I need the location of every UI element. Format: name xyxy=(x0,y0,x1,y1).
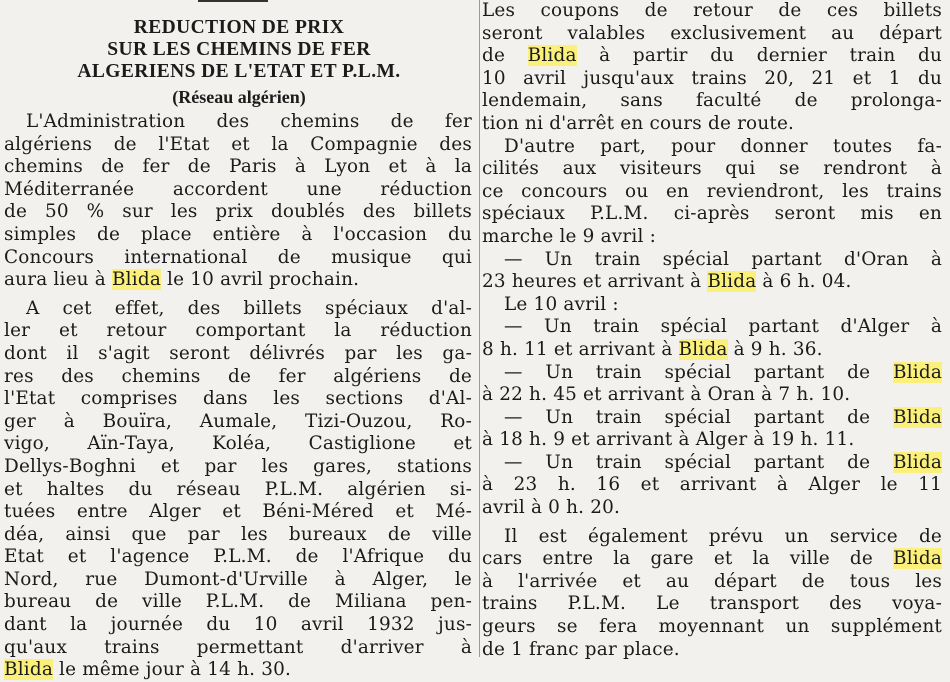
text-line xyxy=(482,548,948,571)
highlighted-keyword: Blida xyxy=(678,338,728,360)
column-divider xyxy=(479,0,480,657)
text-segment: aura lieu à xyxy=(4,269,112,291)
text-line: dant la journée du 10 avril 1932 jus- xyxy=(4,614,472,636)
text-line: algériens de l'Etat et la Compagnie des xyxy=(4,133,472,155)
text-line: avril à 0 h. 20. xyxy=(482,497,621,519)
schedule-entry xyxy=(482,249,948,294)
text-line: bureau de ville P.L.M. de Miliana pen- xyxy=(4,591,472,613)
text-segment: de xyxy=(482,45,528,67)
text-segment: — Un train spécial partant de xyxy=(504,361,893,383)
text-segment: — Un train spécial partant de xyxy=(504,406,893,428)
text-segment: le même jour à 14 h. 30. xyxy=(53,659,292,681)
text-line xyxy=(482,362,948,385)
text-line: Etat et l'agence P.L.M. de l'Afrique du xyxy=(4,546,472,568)
text-line: Le 10 avril : xyxy=(504,293,619,315)
left-paragraph-1 xyxy=(0,111,478,292)
text-line xyxy=(482,339,948,362)
text-line: Il est également prévu un service de xyxy=(504,525,942,547)
text-line: vigo, Aïn-Taya, Koléa, Castiglione et xyxy=(4,433,472,455)
schedule-entry xyxy=(482,294,948,317)
highlighted-keyword: Blida xyxy=(111,269,161,291)
text-line: cilités aux visiteurs qui se rendront à xyxy=(482,158,942,180)
highlighted-keyword: Blida xyxy=(527,45,577,67)
text-line: seront valables exclusivement au départ xyxy=(482,22,942,44)
text-line: — Un train spécial partant d'Oran à xyxy=(504,248,942,270)
text-line: tuées entre Alger et Béni-Méred et Mé- xyxy=(4,501,472,523)
subheadline: (Réseau algérien) xyxy=(172,87,306,107)
text-line: de 50 % sur les prix doublés des billets xyxy=(4,201,472,223)
text-line xyxy=(482,452,948,475)
text-line: Nord, rue Dumont-d'Urville à Alger, le xyxy=(4,568,472,590)
text-line: à l'arrivée et au départ de tous les xyxy=(482,570,942,592)
highlighted-keyword: Blida xyxy=(707,271,757,293)
text-segment: — Un train spécial partant de xyxy=(504,451,893,473)
text-line: Méditerranée accordent une réduction xyxy=(4,178,472,200)
text-line: L'Administration des chemins de fer xyxy=(26,111,472,132)
text-line: simples de place entière à l'occasion du xyxy=(4,223,472,245)
text-line: 10 avril jusqu'aux trains 20, 21 et 1 du xyxy=(482,67,942,89)
text-line xyxy=(482,45,948,68)
left-paragraph-2 xyxy=(0,298,478,682)
text-line: res des chemins de fer algériens de xyxy=(4,365,472,387)
headline-line: ALGERIENS DE L'ETAT ET P.L.M. xyxy=(77,61,401,82)
right-paragraph-3 xyxy=(482,526,948,662)
text-line: ler et retour comportant la réduction xyxy=(4,320,472,342)
text-line: ger à Bouïra, Aumale, Tizi-Ouzou, Ro- xyxy=(4,410,472,432)
text-line xyxy=(0,269,478,292)
headline-line: SUR LES CHEMINS DE FER xyxy=(107,39,371,60)
highlighted-keyword: Blida xyxy=(892,451,942,473)
text-line xyxy=(482,407,948,430)
text-line: — Un train spécial partant d'Alger à xyxy=(504,316,942,338)
text-segment: le 10 avril prochain. xyxy=(160,269,360,291)
text-line: lendemain, sans faculté de prolonga- xyxy=(482,90,942,112)
highlighted-keyword: Blida xyxy=(4,659,54,681)
text-line: dont il s'agit seront délivrés par les ga- xyxy=(4,342,472,364)
text-line: geurs se fera moyennant un supplément xyxy=(482,616,942,638)
schedule-entry xyxy=(482,316,948,361)
schedule-entry xyxy=(482,407,948,452)
right-paragraph-2 xyxy=(482,136,948,249)
text-line xyxy=(482,271,948,294)
text-line: chemins de fer de Paris à Lyon et à la xyxy=(4,156,472,178)
text-segment: à 6 h. 04. xyxy=(756,271,852,293)
highlighted-keyword: Blida xyxy=(892,361,942,383)
text-line: et haltes du réseau P.L.M. algérien si- xyxy=(4,478,472,500)
text-line: Dellys-Boghni et par les gares, stations xyxy=(4,455,472,477)
text-line: ce concours ou en reviendront, les trains xyxy=(482,180,942,202)
text-segment: à partir du dernier train du xyxy=(576,45,942,67)
text-line: Les coupons de retour de ces billets xyxy=(482,0,942,21)
schedule-entry xyxy=(482,452,948,520)
text-line: déa, ainsi que par les bureaux de ville xyxy=(4,523,472,545)
text-line: trains P.L.M. Le transport des voya- xyxy=(482,593,942,615)
text-line: l'Etat comprises dans les sections d'Al- xyxy=(4,388,472,410)
text-line: à 23 h. 16 et arrivant à Alger le 11 xyxy=(482,474,942,496)
text-segment: 23 heures et arrivant à xyxy=(482,271,708,293)
headline-line: REDUCTION DE PRIX xyxy=(133,17,345,38)
text-line: qu'aux trains permettant d'arriver à xyxy=(4,636,472,658)
text-line: à 18 h. 9 et arrivant à Alger à 19 h. 11. xyxy=(482,429,855,451)
text-line xyxy=(0,659,478,682)
highlighted-keyword: Blida xyxy=(892,406,942,428)
text-segment: à 9 h. 36. xyxy=(727,338,823,360)
text-segment: 8 h. 11 et arrivant à xyxy=(482,338,679,360)
text-line: D'autre part, pour donner toutes fa- xyxy=(504,135,942,157)
train-schedule xyxy=(482,249,948,520)
text-line: tion ni d'arrêt en cours de route. xyxy=(482,112,795,134)
right-paragraph-1 xyxy=(482,0,948,136)
right-column xyxy=(482,0,948,661)
text-line: à 22 h. 45 et arrivant à Oran à 7 h. 10. xyxy=(482,384,851,406)
schedule-entry xyxy=(482,362,948,407)
text-line: A cet effet, des billets spéciaux d'al- xyxy=(26,297,472,319)
text-line: de 1 franc par place. xyxy=(482,638,680,660)
text-line: marche le 9 avril : xyxy=(482,225,656,247)
text-segment: cars entre la gare et la ville de xyxy=(482,548,893,570)
highlighted-keyword: Blida xyxy=(892,548,942,570)
text-line: spéciaux P.L.M. ci-après seront mis en xyxy=(482,203,942,225)
text-line: Concours international de musique qui xyxy=(4,246,472,268)
